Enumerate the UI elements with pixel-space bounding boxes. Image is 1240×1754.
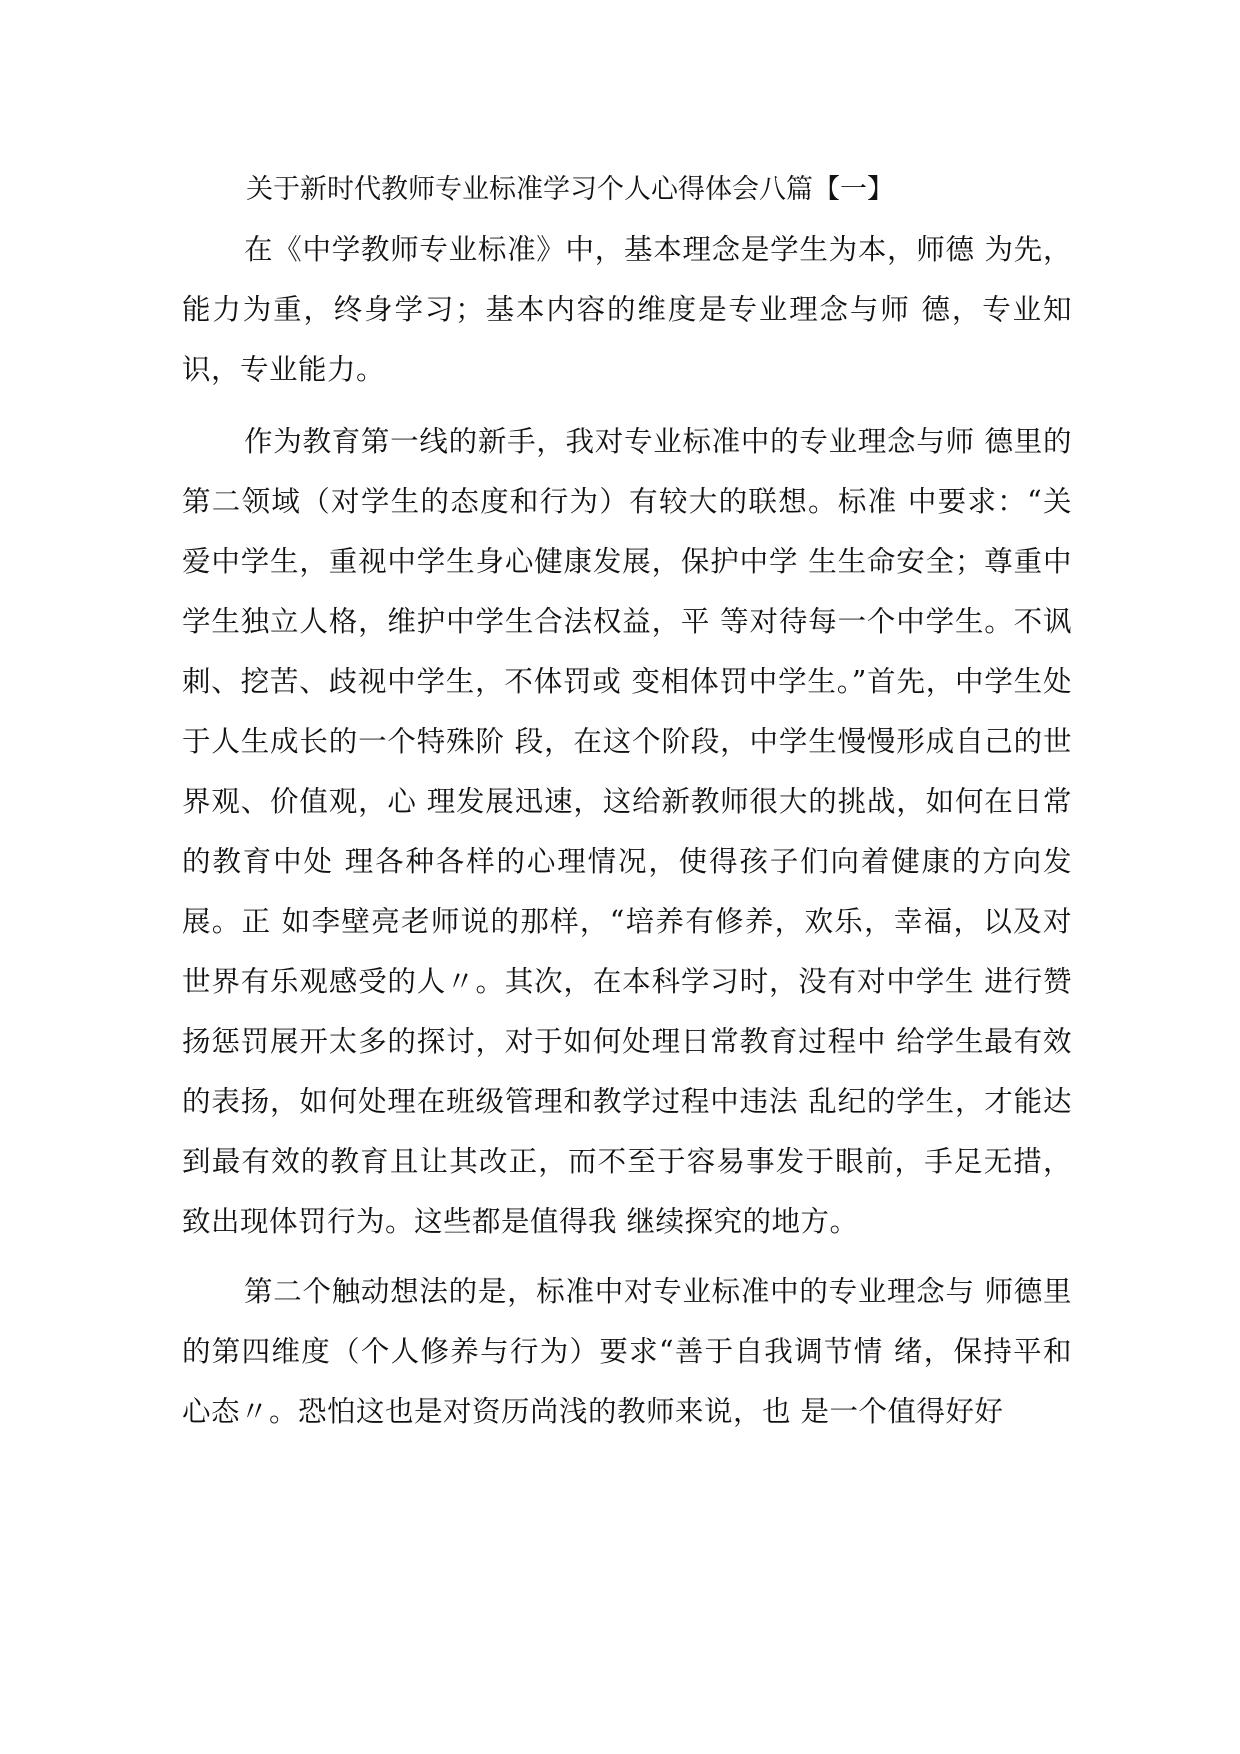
paragraph-2: 作为教育第一线的新手，我对专业标准中的专业理念与师 德里的第二领域（对学生的态度和行为）有较大的联想。标准 中要求：“关爱中学生，重视中学生身心健康发展，保护中学 生生命安全；尊重中学生独立人格，维护中学生合法权益，平 等对待每一个中学生。不讽刺、挖苦、歧视中学生，不体罚或 变相体罚中学生。”首先，中学生处于人生成长的一个特殊阶 段，在这个阶段，中学生慢慢形成自己的世界观、价值观，心 理发展迅速，这给新教师很大的挑战，如何在日常的教育中处 理各种各样的心理情况，使得孩子们向着健康的方向发展。正 如李壁亮老师说的那样，“培养有修养，欢乐，幸福，以及对 世界有乐观感受的人〃。其次，在本科学习时，没有对中学生 进行赞扬惩罚展开太多的探讨，对于如何处理日常教育过程中 给学生最有效的表扬，如何处理在班级管理和教学过程中违法 乱纪的学生，才能达到最有效的教育且让其改正，而不至于容易事发于眼前，手足无措，致出现体罚行为。这些都是值得我 继续探究的地方。 [182,425,1072,1238]
document-title: 关于新时代教师专业标准学习个人心得体会八篇【一】 [246,174,894,205]
paragraph-3: 第二个触动想法的是，标准中对专业标准中的专业理念与 师德里的第四维度（个人修养与行为）要求“善于自我调节情 绪，保持平和心态〃。恐怕这也是对资历尚浅的教师来说，也 是一个值得好好 [182,1275,1072,1428]
paragraph-1: 在《中学教师专业标准》中，基本理念是学生为本，师德 为先，能力为重，终身学习；基本内容的维度是专业理念与师 德，专业知识，专业能力。 [182,233,1072,386]
document-body [182,160,1072,1442]
